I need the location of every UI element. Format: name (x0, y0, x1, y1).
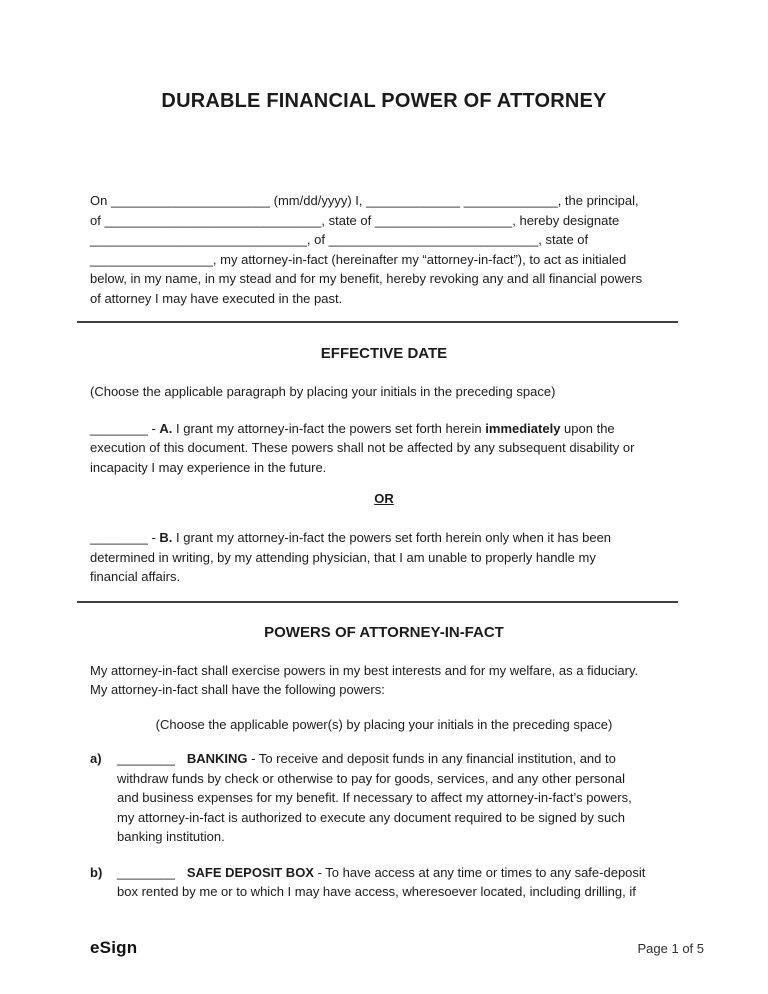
intro-text: (mm/dd/yyyy) I, (270, 193, 367, 208)
option-a-paragraph (90, 419, 678, 478)
esign-logo: eSign (90, 938, 138, 957)
power-name: BANKING (186, 751, 248, 766)
intro-text: , my attorney-in-fact (hereinafter my “attorney-in-fact”), to act as initialed (212, 251, 627, 267)
page-number: Page 1 of 5 (637, 941, 704, 956)
option-b-paragraph (90, 528, 678, 587)
intro-paragraph (90, 191, 678, 308)
option-a-text: upon the (560, 420, 615, 436)
or-label: OR (374, 491, 394, 506)
intro-text: , the principal, (557, 193, 639, 208)
powers-intro-line: My attorney-in-fact shall have the following powers: (90, 682, 385, 697)
powers-heading: POWERS OF ATTORNEY-IN-FACT (264, 623, 504, 641)
page-footer (90, 938, 704, 959)
principal-state-blank[interactable]: ___________________ (374, 212, 513, 228)
effective-date-instruction: (Choose the applicable paragraph by placing your initials in the preceding space) (90, 384, 556, 399)
option-a-label: A. (159, 420, 173, 436)
intro-text: , hereby designate (512, 212, 620, 228)
option-b-line: financial affairs. (90, 569, 181, 584)
power-item-line: my attorney-in-fact is authorized to execute any document required to be signed by such (117, 809, 626, 825)
option-b-line: determined in writing, by my attending physician, that I am unable to properly handle my (90, 549, 596, 565)
intro-text: , of (306, 232, 329, 247)
item-marker: a) (90, 751, 102, 766)
intro-line (90, 191, 678, 211)
option-a-line: execution of this document. These powers shall not be affected by any subsequent disability or (90, 440, 635, 455)
power-item-banking (90, 749, 678, 847)
intro-text: of (90, 212, 105, 228)
initials-blank-option-b[interactable]: ________ (90, 530, 148, 545)
intro-line: below, in my name, in my stead and for my benefit, hereby revoking any and all financial powers (90, 271, 643, 286)
option-a-text: I grant my attorney-in-fact the powers set forth herein (172, 420, 486, 436)
principal-name-blank[interactable]: _____________ _____________ (366, 193, 558, 208)
initials-blank-safe-deposit-box[interactable]: ________ (117, 864, 175, 880)
powers-intro-line: My attorney-in-fact shall exercise powers in my best interests and for my welfare, as a fiduciary. (90, 662, 639, 678)
document-content (0, 90, 768, 902)
intro-line: of attorney I may have executed in the past. (90, 290, 343, 306)
agent-name-blank[interactable]: ______________________________ (90, 232, 307, 247)
agent-locality-blank[interactable]: _____________________________ (328, 232, 539, 247)
principal-locality-blank[interactable]: ______________________________ (104, 212, 322, 228)
powers-intro-paragraph (90, 661, 678, 700)
date-blank[interactable]: ______________________ (110, 193, 271, 208)
option-b-text: I grant my attorney-in-fact the powers set forth herein only when it has been (172, 530, 612, 545)
option-b-label: B. (159, 530, 173, 545)
section-divider (77, 601, 678, 603)
intro-line (90, 211, 678, 231)
option-b-dash: - (147, 530, 160, 545)
intro-line (90, 230, 678, 250)
option-a-line (90, 419, 678, 439)
power-text: - To have access at any time or times to any safe-deposit (313, 864, 646, 880)
section-divider (77, 321, 678, 323)
effective-date-heading: EFFECTIVE DATE (320, 345, 448, 362)
option-a-dash: - (147, 420, 160, 436)
power-item-line (117, 863, 678, 883)
item-marker: b) (90, 864, 103, 880)
intro-text: , state of (321, 212, 375, 228)
power-name: SAFE DEPOSIT BOX (186, 864, 314, 880)
intro-text: On (90, 193, 111, 208)
document-title: DURABLE FINANCIAL POWER OF ATTORNEY (161, 90, 607, 112)
power-item-line: withdraw funds by check or otherwise to pay for goods, services, and any other personal (117, 770, 625, 786)
initials-blank-banking[interactable]: ________ (117, 751, 175, 766)
agent-state-blank[interactable]: _________________ (90, 251, 213, 267)
option-a-line: incapacity I may experience in the future. (90, 459, 327, 475)
power-item-line: banking institution. (117, 829, 225, 844)
option-b-line (90, 528, 678, 548)
initials-blank-option-a[interactable]: ________ (90, 420, 148, 436)
power-item-line (117, 749, 678, 769)
option-a-bold-word: immediately (485, 420, 561, 436)
intro-text: , state of (538, 232, 589, 247)
or-separator (90, 490, 678, 507)
power-item-line: box rented by me or to which I may have access, wheresoever located, including drilling, if (117, 884, 636, 899)
power-item-line: and business expenses for my benefit. If necessary to affect my attorney-in-fact’s powers, (117, 790, 632, 805)
powers-instruction: (Choose the applicable power(s) by placing your initials in the preceding space) (155, 716, 613, 732)
power-item-safe-deposit-box (90, 863, 678, 902)
intro-line (90, 250, 678, 270)
power-text: - To receive and deposit funds in any financial institution, and to (247, 751, 616, 766)
